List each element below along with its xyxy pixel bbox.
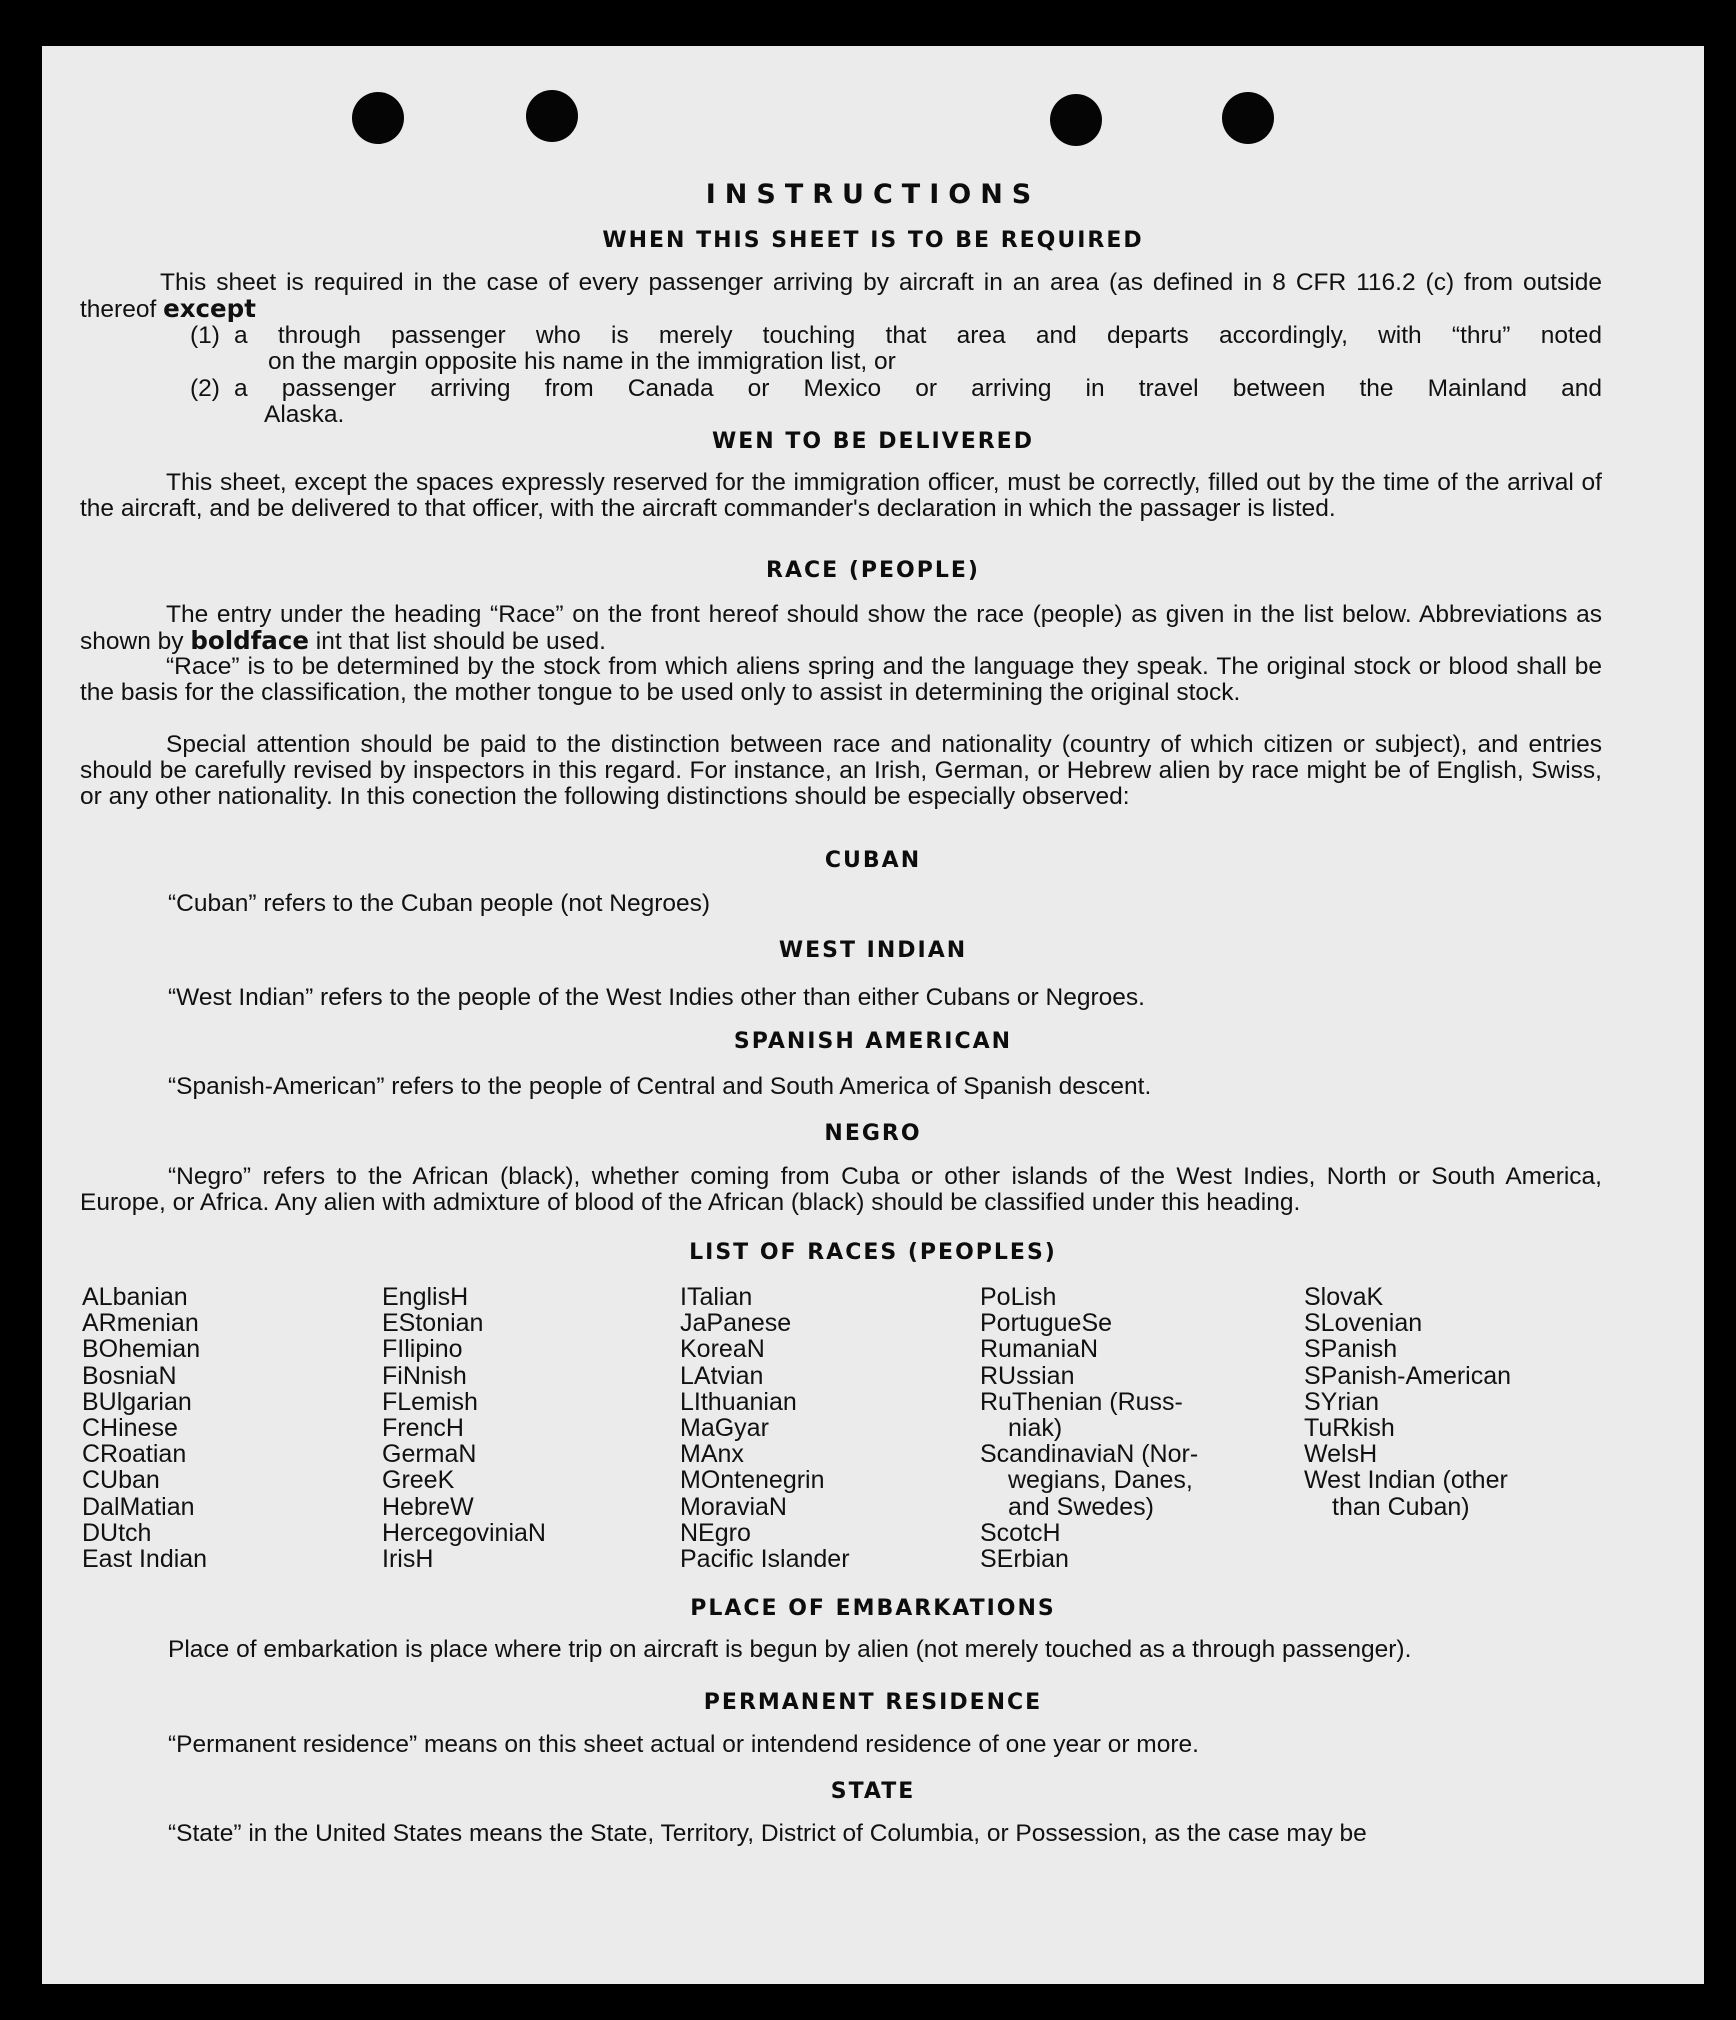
race-item: LAtvian bbox=[680, 1361, 764, 1390]
race-item: niak) bbox=[1008, 1414, 1063, 1443]
races-column-1 bbox=[82, 1284, 207, 1572]
race-item: FIlipino bbox=[382, 1335, 463, 1364]
race-item: WelsH bbox=[1304, 1440, 1378, 1469]
race-item: EStonian bbox=[382, 1309, 484, 1338]
race-item: FrencH bbox=[382, 1414, 464, 1443]
race-item: than Cuban) bbox=[1332, 1492, 1470, 1521]
race-item: NEgro bbox=[680, 1518, 751, 1547]
race-item: RuThenian (Russ- bbox=[980, 1387, 1183, 1416]
race-item: RumaniaN bbox=[980, 1335, 1099, 1364]
section-heading-negro: NEGRO bbox=[824, 1121, 922, 1146]
race-item: BUlgarian bbox=[82, 1387, 192, 1416]
race-item: MaGyar bbox=[680, 1414, 769, 1443]
race-item: CRoatian bbox=[82, 1440, 187, 1469]
exception-item: (2) a passenger arriving from Canada or Mexico or arriving in travel between the Mainland and Alaska. bbox=[190, 375, 1602, 428]
race-item: EnglisH bbox=[382, 1283, 469, 1311]
race-item: SPanish-American bbox=[1304, 1361, 1512, 1390]
race-item: ScandinaviaN (Nor- bbox=[980, 1440, 1199, 1469]
race-item: BosniaN bbox=[82, 1361, 177, 1390]
cuban-text: “Cuban” refers to the Cuban people (not Negroes) bbox=[168, 890, 711, 917]
boldface-emphasis: boldface bbox=[190, 626, 309, 655]
race-item: RUssian bbox=[980, 1361, 1075, 1390]
race-item: wegians, Danes, bbox=[1008, 1466, 1193, 1495]
race-item: CHinese bbox=[82, 1414, 178, 1443]
punch-hole bbox=[1050, 94, 1102, 146]
section-heading-list-of-races: LIST OF RACES (PEOPLES) bbox=[689, 1240, 1057, 1265]
section-heading-permanent-residence: PERMANENT RESIDENCE bbox=[703, 1690, 1043, 1715]
document-sheet bbox=[42, 46, 1704, 1984]
race-paragraph-3: Special attention should be paid to the distinction between race and nationality (country of which citizen or subject), and entries should be carefully revised by inspectors in this regard. For instance, an Irish, German, or Hebrew alien by race might be of English, Swiss, or any other nationality. In this conection the following distinctions should be especially observed: bbox=[80, 731, 1602, 810]
race-item: MAnx bbox=[680, 1440, 744, 1469]
race-item: HercegoviniaN bbox=[382, 1518, 546, 1547]
race-item: ALbanian bbox=[82, 1283, 188, 1311]
except-emphasis: except bbox=[163, 294, 256, 323]
when-required-text: This sheet is required in the case of every passenger arriving by aircraft in an area (as defined in 8 CFR 116.2 (c) from outside thereof except bbox=[80, 269, 1602, 323]
race-item: JaPanese bbox=[680, 1309, 792, 1338]
race-item: SLovenian bbox=[1304, 1309, 1423, 1338]
west-indian-text: “West Indian” refers to the people of the West Indies other than either Cubans or Negroes. bbox=[168, 984, 1145, 1011]
race-item: PortugueSe bbox=[980, 1309, 1113, 1338]
races-column-4 bbox=[980, 1284, 1198, 1572]
when-delivered-text: This sheet, except the spaces expressly reserved for the immigration officer, must be correctly, filled out by the time of the arrival of the aircraft, and be delivered to that officer, with the aircraft commander's declaration in which the passager is listed. bbox=[80, 469, 1602, 522]
state-text: “State” in the United States means the State, Territory, District of Columbia, or Possession, as the case may be bbox=[168, 1820, 1367, 1847]
section-heading-when-delivered: WEN TO BE DELIVERED bbox=[712, 429, 1034, 454]
race-item: SYrian bbox=[1304, 1387, 1380, 1416]
page-title: INSTRUCTIONS bbox=[705, 179, 1041, 210]
race-item: GermaN bbox=[382, 1440, 477, 1469]
race-item: IrisH bbox=[382, 1545, 434, 1574]
punch-hole bbox=[1222, 92, 1274, 144]
race-paragraph-2: “Race” is to be determined by the stock from which aliens spring and the language they speak. The original stock or blood shall be the basis for the classification, the mother tongue to be used only to assist in determining the original stock. bbox=[80, 653, 1602, 706]
race-item: TuRkish bbox=[1304, 1414, 1395, 1443]
permanent-residence-text: “Permanent residence” means on this sheet actual or intendend residence of one year or more. bbox=[168, 1731, 1199, 1758]
race-item: East Indian bbox=[82, 1545, 208, 1574]
section-heading-state: STATE bbox=[830, 1779, 916, 1804]
negro-text: “Negro” refers to the African (black), whether coming from Cuba or other islands of the West Indies, North or South America, Europe, or Africa. Any alien with admixture of blood of the African (black) should be classified under this heading. bbox=[80, 1163, 1602, 1216]
race-item: CUban bbox=[82, 1466, 160, 1495]
race-item: PoLish bbox=[980, 1283, 1057, 1311]
spanish-american-text: “Spanish-American” refers to the people of Central and South America of Spanish descent. bbox=[168, 1073, 1152, 1100]
race-item: HebreW bbox=[382, 1492, 474, 1521]
race-item: ScotcH bbox=[980, 1518, 1061, 1547]
race-paragraph-1: The entry under the heading “Race” on the front hereof should show the race (people) as given in the list below. Abbreviations as shown by boldface int that list should be used. bbox=[80, 601, 1602, 655]
section-heading-west-indian: WEST INDIAN bbox=[778, 938, 968, 963]
races-column-3 bbox=[680, 1284, 850, 1572]
race-item: LIthuanian bbox=[680, 1387, 797, 1416]
race-item: SPanish bbox=[1304, 1335, 1398, 1364]
race-item: and Swedes) bbox=[1008, 1492, 1154, 1521]
race-item: DUtch bbox=[82, 1518, 152, 1547]
race-item: DalMatian bbox=[82, 1492, 195, 1521]
race-item: BOhemian bbox=[82, 1335, 201, 1364]
section-heading-race: RACE (PEOPLE) bbox=[766, 558, 980, 583]
race-item: SlovaK bbox=[1304, 1283, 1384, 1311]
punch-hole bbox=[526, 90, 578, 142]
race-item: MOntenegrin bbox=[680, 1466, 825, 1495]
race-item: ITalian bbox=[680, 1283, 753, 1311]
race-item: FiNnish bbox=[382, 1361, 467, 1390]
races-column-2 bbox=[382, 1284, 546, 1572]
section-heading-cuban: CUBAN bbox=[824, 848, 922, 873]
race-item: KoreaN bbox=[680, 1335, 765, 1364]
section-heading-spanish-american: SPANISH AMERICAN bbox=[733, 1029, 1013, 1054]
exception-item: (1) a through passenger who is merely touching that area and departs accordingly, with “thru” noted on the margin opposite his name in the immigration list, or bbox=[190, 322, 1602, 375]
section-heading-place-of-embarkation: PLACE OF EMBARKATIONS bbox=[690, 1596, 1056, 1621]
race-item: FLemish bbox=[382, 1387, 478, 1416]
race-item: MoraviaN bbox=[680, 1492, 787, 1521]
race-item: West Indian (other bbox=[1304, 1466, 1508, 1495]
race-item: SErbian bbox=[980, 1545, 1069, 1574]
race-item: GreeK bbox=[382, 1466, 455, 1495]
race-item: ARmenian bbox=[82, 1309, 199, 1338]
punch-hole bbox=[352, 92, 404, 144]
place-of-embarkation-text: Place of embarkation is place where trip on aircraft is begun by alien (not merely touched as a through passenger). bbox=[168, 1636, 1412, 1663]
races-column-5 bbox=[1304, 1284, 1511, 1520]
race-item: Pacific Islander bbox=[680, 1545, 850, 1574]
section-heading-when-required: WHEN THIS SHEET IS TO BE REQUIRED bbox=[602, 228, 1144, 253]
